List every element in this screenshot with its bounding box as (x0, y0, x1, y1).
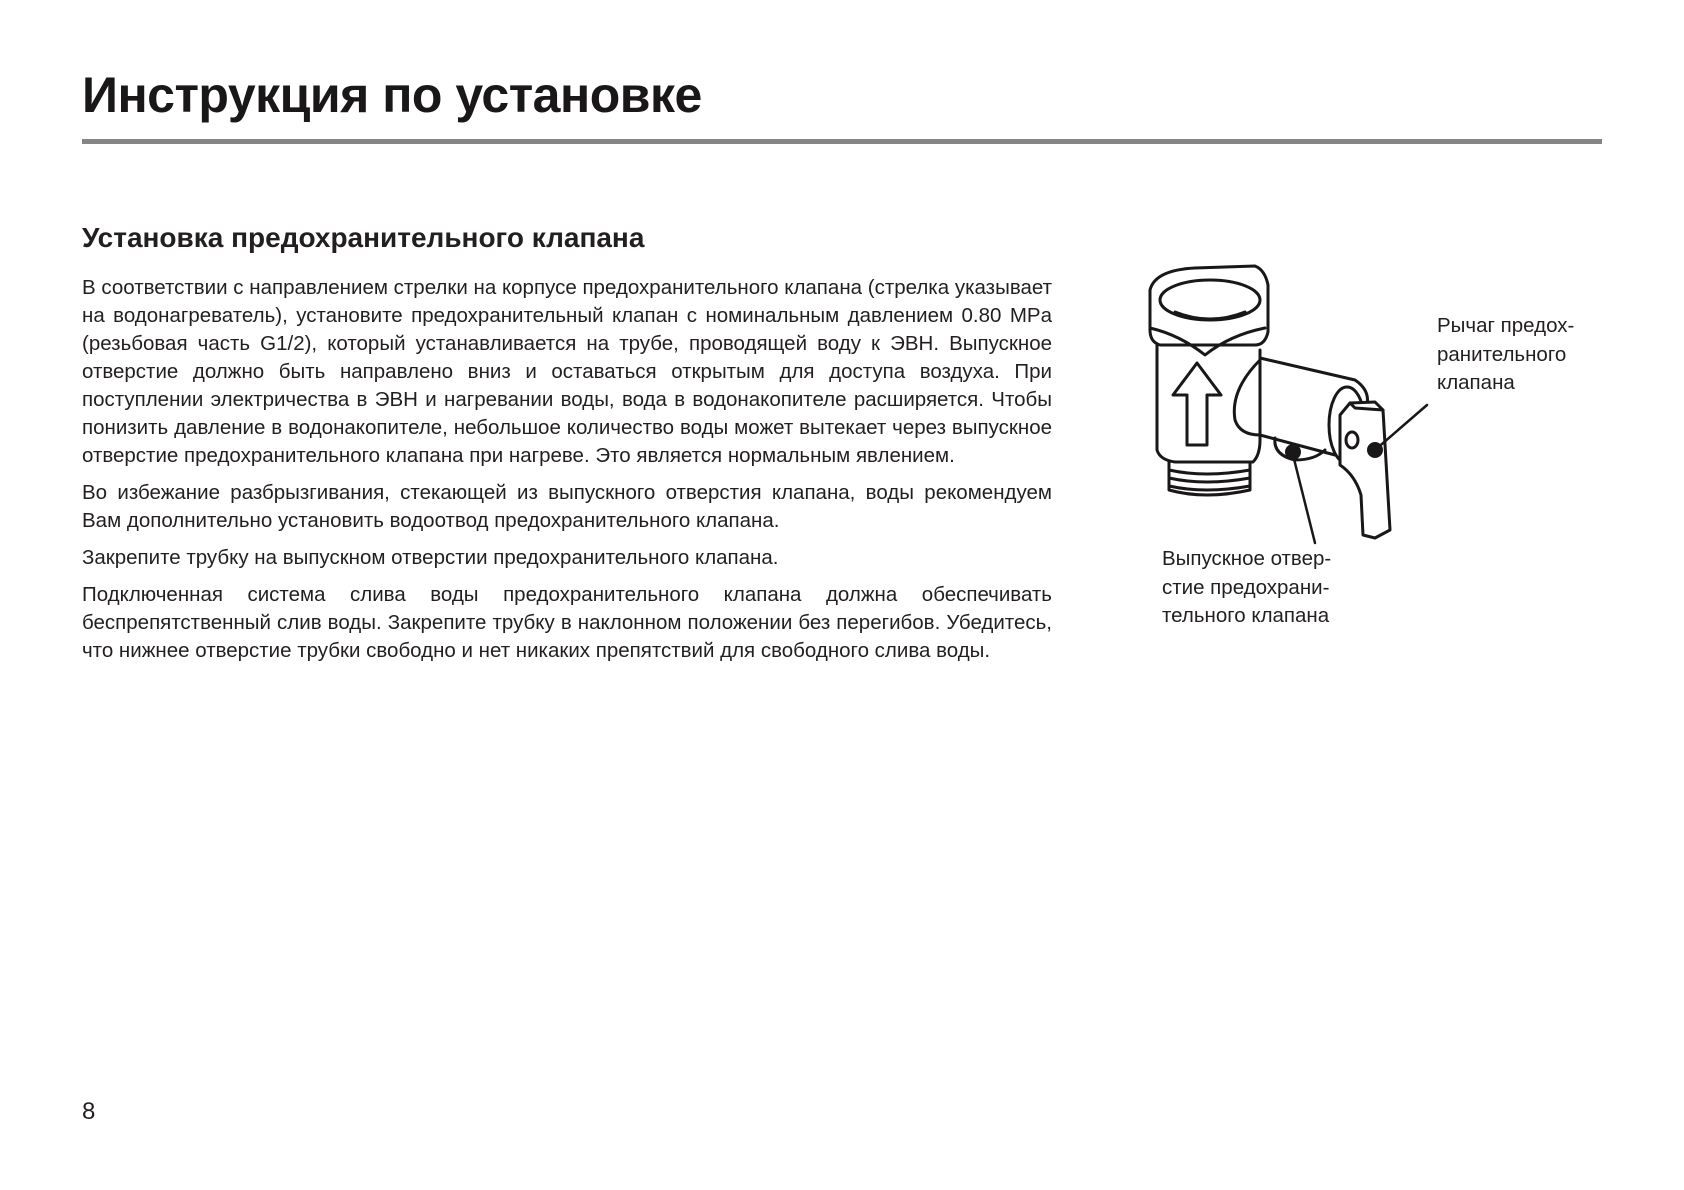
outlet-callout (1162, 545, 1331, 631)
lever-callout-line: клапана (1437, 371, 1515, 394)
paragraph-drain-recommendation: Во избежание разбрызгивания, стекающей из выпускного отверстия клапана, воды рекомендуем Вам дополнительно установить водоотвод предохранительного клапана. (82, 481, 1052, 532)
page-number: 8 (82, 1098, 96, 1125)
paragraph-installation: В соответствии с направлением стрелки на корпусе предохранительного клапана (стрелка указывает на водонагреватель), установите предохранительный клапан с номинальным давлением 0.80 MPa (резьбовая часть G1/2), который устанавливается на трубе, проводящей воду к ЭВН. Выпускное отверстие должно быть направлено вниз и оставаться открытым для доступа воздуха. При поступлении электричества в ЭВН и нагревании воды, вода в водонакопителе расширяется. Чтобы понизить давление в водонакопителе, небольшое количество воды может вытекает через выпускное отверстие предохранительного клапана при нагреве. Это является нормальным явлением. (82, 276, 1052, 467)
page-title: Инструкция по установке (82, 67, 702, 123)
paragraph-drain-system: Подключенная система слива воды предохранительного клапана должна обеспечивать беспрепятственный слив воды. Закрепите трубку в наклонном положении без перегибов. Убедитесь, что нижнее отверстие трубки свободно и нет никаких препятствий для свободного слива воды. (82, 583, 1052, 662)
section-heading: Установка предохранительного клапана (82, 222, 645, 253)
outlet-callout-line: Выпускное отвер- (1162, 547, 1332, 570)
lever-callout-line: ранительного (1437, 342, 1567, 366)
paragraph-fix-tube: Закрепите трубку на выпускном отверстии предохранительного клапана. (82, 546, 779, 569)
outlet-callout-line: тельного клапана (1162, 604, 1330, 627)
title-divider (82, 139, 1602, 144)
lever-callout (1437, 312, 1574, 398)
section-body (82, 274, 1052, 674)
outlet-callout-line: стие предохрани- (1162, 575, 1330, 599)
lever-callout-line: Рычаг предох- (1437, 314, 1575, 337)
